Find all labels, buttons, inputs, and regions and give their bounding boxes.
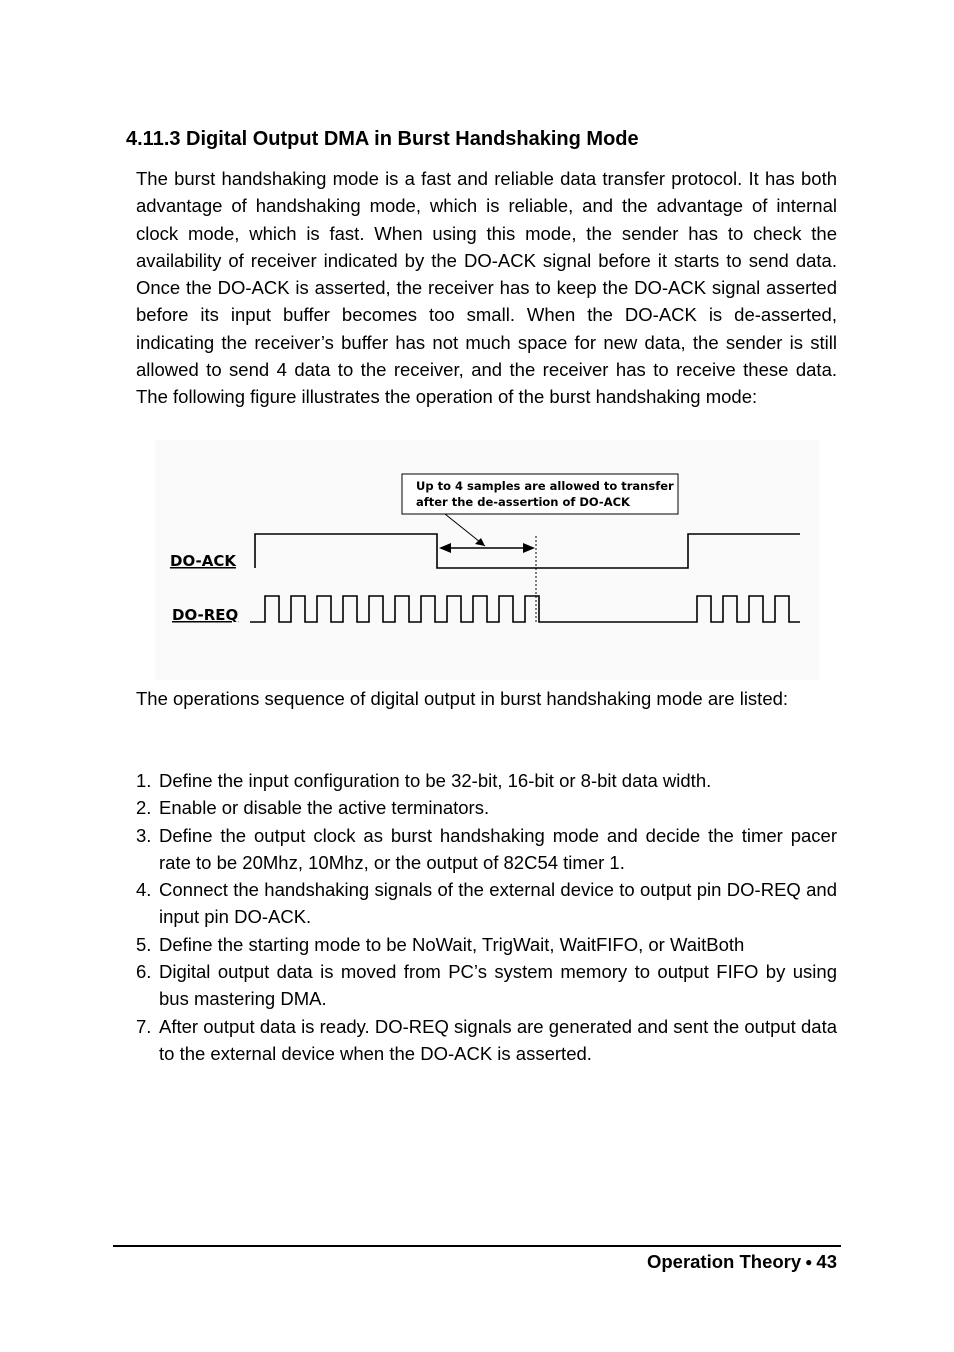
footer-section-title: Operation Theory — [646, 1251, 802, 1272]
list-item-text: Define the output clock as burst handshaking mode and decide the timer pacer rate to be 20Mhz, 10Mhz, or the output of 82C54 timer 1. — [159, 824, 837, 873]
page-footer — [647, 1251, 837, 1273]
list-item — [136, 876, 837, 931]
list-item — [136, 958, 837, 1013]
list-item-text: Enable or disable the active terminators. — [159, 797, 490, 819]
do-req-label: DO-REQ — [172, 606, 239, 624]
list-item-number: 6. — [136, 961, 152, 983]
list-item-number: 1. — [136, 770, 152, 791]
list-item-number: 4. — [136, 879, 152, 901]
callout-line-1: Up to 4 samples are allowed to transfer — [416, 479, 674, 493]
list-item-text: Define the input configuration to be 32-bit, 16-bit or 8-bit data width. — [159, 770, 712, 791]
list-item — [136, 1013, 837, 1068]
callout-line-2: after the de-assertion of DO-ACK — [416, 495, 630, 509]
list-item-number: 3. — [136, 824, 152, 846]
list-item-text: Connect the handshaking signals of the external device to output pin DO-REQ and input pin DO-ACK. — [159, 879, 837, 928]
timing-diagram — [155, 440, 819, 680]
list-item-number: 7. — [136, 1015, 152, 1037]
sequence-intro: The operations sequence of digital output in burst handshaking mode are listed: — [136, 688, 789, 709]
list-item — [136, 931, 837, 958]
list-item-number: 2. — [136, 797, 152, 819]
page-number: 43 — [816, 1251, 837, 1272]
footer-rule — [113, 1245, 841, 1247]
list-item-text: Define the starting mode to be NoWait, TrigWait, WaitFIFO, or WaitBoth — [159, 933, 745, 955]
list-item — [136, 767, 837, 794]
do-req-waveform — [250, 596, 800, 622]
interval-arrow-left-head — [439, 543, 451, 553]
list-item-number: 5. — [136, 933, 152, 955]
interval-arrow-right-head — [523, 543, 535, 553]
timing-diagram-svg — [155, 440, 819, 680]
footer-bullet-icon: ● — [805, 1255, 813, 1269]
steps-list — [136, 767, 837, 1067]
list-item — [136, 794, 837, 821]
list-item — [136, 822, 837, 877]
section-heading: 4.11.3 Digital Output DMA in Burst Handshaking Mode — [126, 128, 639, 150]
intro-paragraph: The burst handshaking mode is a fast and reliable data transfer protocol. It has both advantage of handshaking mode, which is reliable, and the advantage of internal clock mode, which is fast. When using this mode, the sender has to check the availability of receiver indicated by the DO-ACK signal before it starts to send data. Once the DO-ACK is asserted, the receiver has to keep the DO-ACK signal asserted before its input buffer becomes too small. When the DO-ACK is de-asserted, indicating the receiver’s buffer has not much space for new data, the sender is still allowed to send 4 data to the receiver, and the receiver has to receive these data. The following figure illustrates the operation of the burst handshaking mode: — [136, 168, 837, 408]
list-item-text: After output data is ready. DO-REQ signals are generated and sent the output data to the external device when the DO-ACK is asserted. — [159, 1015, 837, 1064]
list-item-text: Digital output data is moved from PC’s system memory to output FIFO by using bus mastering DMA. — [159, 961, 837, 1010]
do-ack-label: DO-ACK — [170, 552, 236, 570]
